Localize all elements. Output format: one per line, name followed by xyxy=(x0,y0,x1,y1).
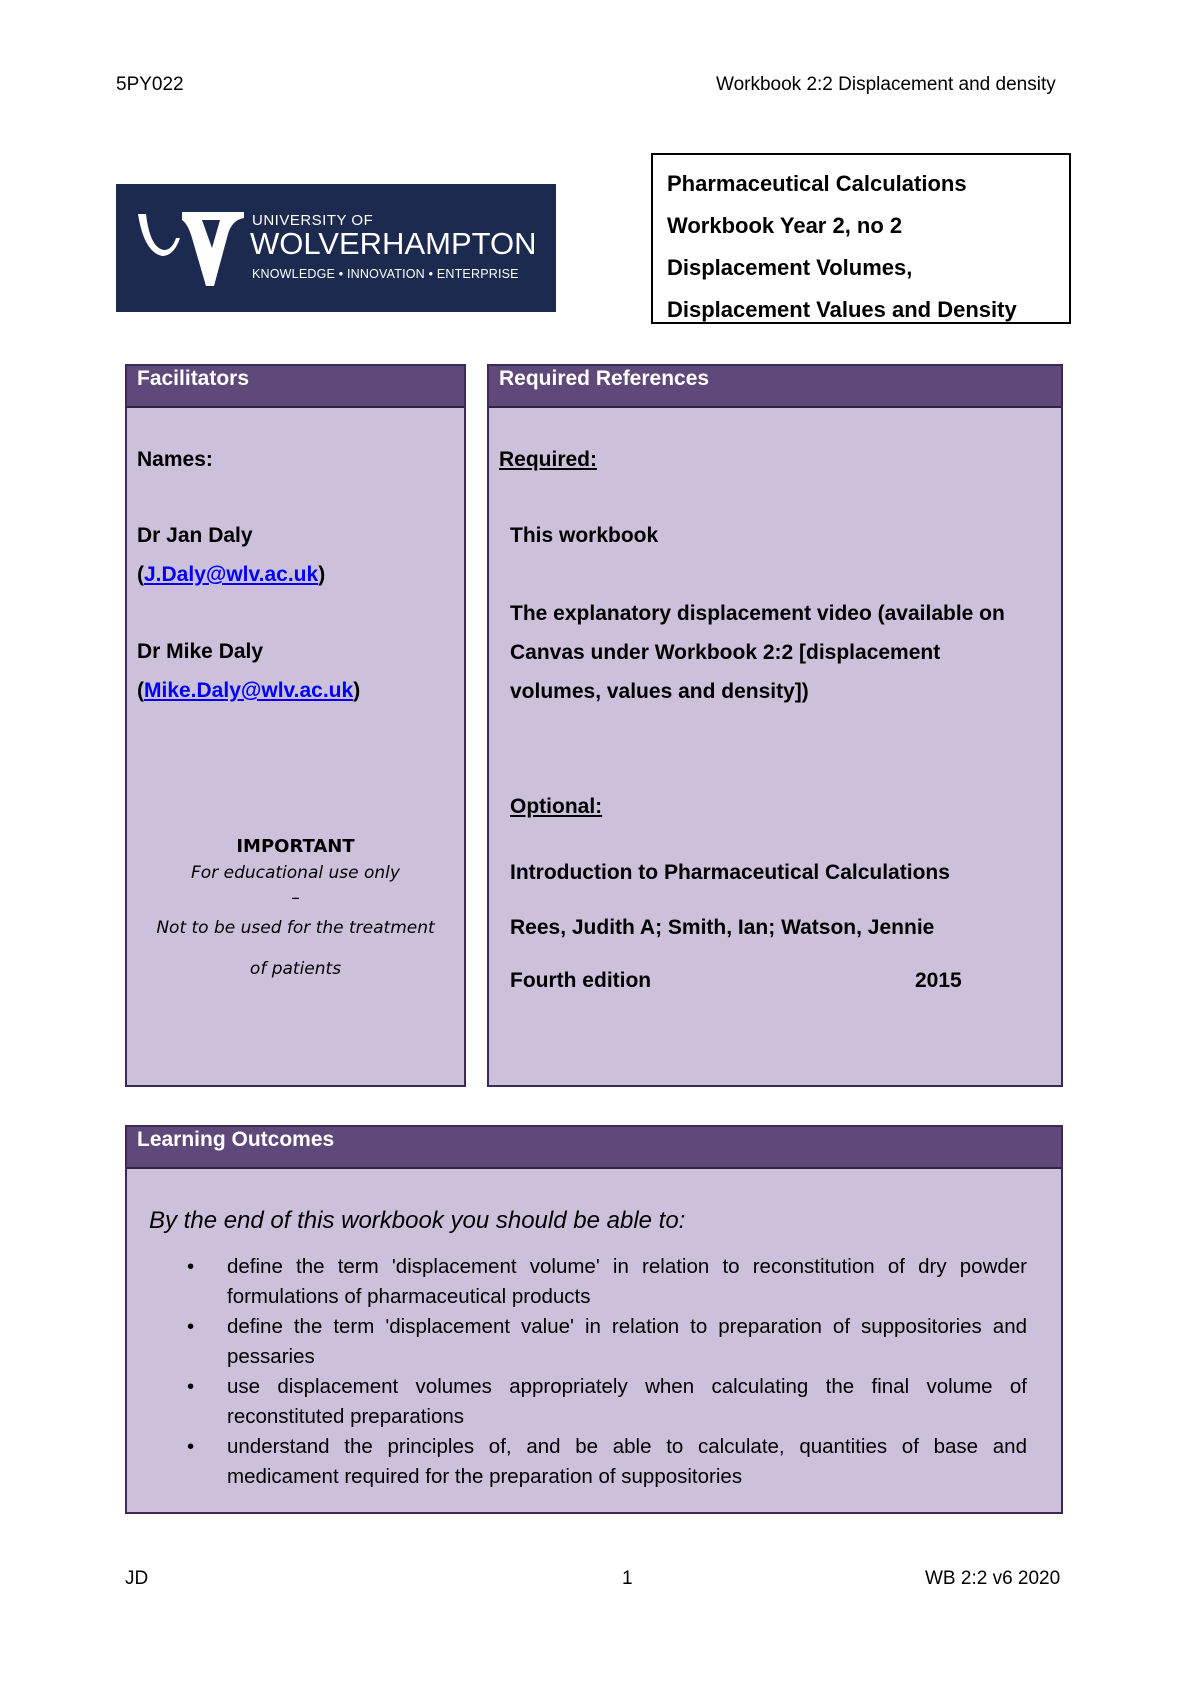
important-dash: – xyxy=(291,888,300,908)
title-line: Pharmaceutical Calculations xyxy=(667,171,967,196)
references-panel xyxy=(487,364,1063,1087)
title-line: Workbook Year 2, no 2 xyxy=(667,213,903,238)
page-number: 1 xyxy=(622,1568,633,1589)
learning-outcomes-heading: Learning Outcomes xyxy=(127,1127,1061,1169)
list-item xyxy=(187,1372,1027,1432)
facilitator-email-line: (J.Daly@wlv.ac.uk) xyxy=(137,563,326,586)
important-line: For educational use only xyxy=(191,863,400,883)
list-item-text: understand the principles of, and be able to calculate, quantities of base and medicament required for the preparation of suppositories xyxy=(227,1435,1027,1488)
facilitators-panel xyxy=(125,364,466,1087)
important-line: Not to be used for the treatment xyxy=(156,918,435,938)
important-title: IMPORTANT xyxy=(236,836,355,857)
bullet-icon: • xyxy=(187,1435,195,1458)
title-line: Displacement Volumes, xyxy=(667,255,913,280)
learning-outcomes-panel xyxy=(125,1125,1063,1514)
wolverhampton-logo-icon xyxy=(136,208,248,290)
list-item-text: use displacement volumes appropriately when calculating the final volume of reconstituted preparations xyxy=(227,1375,1027,1428)
list-item xyxy=(187,1312,1027,1372)
bullet-icon: • xyxy=(187,1255,195,1278)
reference-item-line: The explanatory displacement video (available on xyxy=(510,602,1005,625)
names-label: Names: xyxy=(137,448,213,471)
list-item xyxy=(187,1252,1027,1312)
list-item-text: define the term 'displacement value' in relation to preparation of suppositories and pessaries xyxy=(227,1315,1027,1368)
reference-item-line: volumes, values and density]) xyxy=(510,680,809,703)
title-box xyxy=(651,153,1071,324)
list-item xyxy=(187,1432,1027,1492)
learning-outcomes-intro: By the end of this workbook you should be able to: xyxy=(149,1207,686,1234)
important-line: of patients xyxy=(249,959,342,979)
footer-author: JD xyxy=(125,1568,149,1589)
list-item-text: define the term 'displacement volume' in relation to reconstitution of dry powder formulations of pharmaceutical products xyxy=(227,1255,1027,1308)
header-workbook-title: Workbook 2:2 Displacement and density xyxy=(716,74,1056,95)
bullet-icon: • xyxy=(187,1315,195,1338)
email-link[interactable]: J.Daly@wlv.ac.uk xyxy=(144,563,319,586)
logo-university-of: UNIVERSITY OF xyxy=(252,212,374,229)
facilitators-heading: Facilitators xyxy=(127,366,464,408)
book-title: Introduction to Pharmaceutical Calculations xyxy=(510,861,950,884)
references-heading: Required References xyxy=(489,366,1061,408)
logo-tagline: KNOWLEDGE • INNOVATION • ENTERPRISE xyxy=(252,267,519,281)
facilitator-email-line: (Mike.Daly@wlv.ac.uk) xyxy=(137,679,361,702)
logo-wolverhampton: WOLVERHAMPTON xyxy=(250,226,537,261)
header-course-code: 5PY022 xyxy=(116,74,184,95)
university-logo xyxy=(116,184,556,312)
facilitator-name: Dr Jan Daly xyxy=(137,524,253,547)
email-link[interactable]: Mike.Daly@wlv.ac.uk xyxy=(144,679,354,702)
book-authors: Rees, Judith A; Smith, Ian; Watson, Jennie xyxy=(510,916,935,939)
required-label: Required: xyxy=(499,448,598,471)
optional-label: Optional: xyxy=(510,795,603,818)
facilitator-name: Dr Mike Daly xyxy=(137,640,264,663)
learning-outcomes-list xyxy=(187,1252,1027,1492)
title-line: Displacement Values and Density xyxy=(667,297,1017,322)
bullet-icon: • xyxy=(187,1375,195,1398)
book-year: 2015 xyxy=(915,969,962,992)
reference-item: This workbook xyxy=(510,524,659,547)
reference-item-line: Canvas under Workbook 2:2 [displacement xyxy=(510,641,941,664)
footer-version: WB 2:2 v6 2020 xyxy=(925,1568,1061,1589)
book-edition: Fourth edition xyxy=(510,969,652,992)
